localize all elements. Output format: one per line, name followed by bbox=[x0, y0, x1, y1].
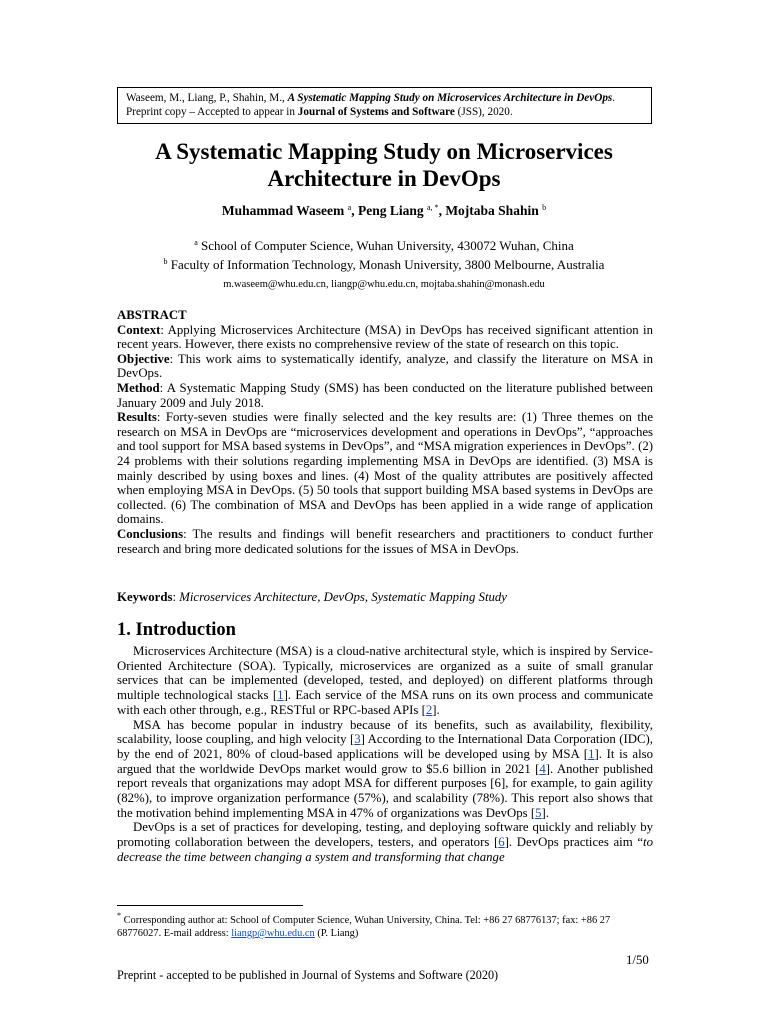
author-name: Peng Liang bbox=[357, 203, 427, 218]
email-link[interactable]: liangp@whu.edu.cn bbox=[231, 928, 315, 939]
footnote: * Corresponding author at: School of Computer Science, Wuhan University, China. Tel: +86 27 68776137; fax: +86 27 68776027. E-mail address: liangp@whu.edu.cn (P. Liang) bbox=[117, 911, 611, 939]
citation-link[interactable]: 5 bbox=[535, 805, 542, 820]
citation-link[interactable]: 6 bbox=[498, 835, 505, 850]
keywords: Keywords: Microservices Architecture, DevOps, Systematic Mapping Study bbox=[117, 590, 507, 604]
citation-link[interactable]: 1 bbox=[588, 746, 595, 761]
paper-title: A Systematic Mapping Study on Microservices Architecture in DevOps bbox=[155, 139, 613, 191]
intro-paragraph: Microservices Architecture (MSA) is a cloud-native architectural style, which is inspired by Service-Oriented Architecture (SOA). Typically, microservices are organized as a suite of small granular services that can be implemented (developed, tested, and deployed) on different platforms through multiple technological stacks [1]. Each service of the MSA runs on its own process and communicate with each other through, e.g., RESTful or RPC-based APIs [2]. bbox=[117, 644, 654, 717]
preprint-line: Preprint copy – Accepted to appear in Journal of Systems and Software (JSS), 2020. bbox=[126, 106, 513, 118]
citation-link[interactable]: 1 bbox=[277, 688, 284, 703]
section-heading-introduction: 1. Introduction bbox=[117, 620, 236, 640]
journal-name: Journal of Systems and Software bbox=[297, 106, 455, 118]
citation-title: A Systematic Mapping Study on Microservices Architecture in DevOps bbox=[287, 92, 613, 104]
intro-paragraph: DevOps is a set of practices for developing, testing, and deploying software quickly and reliably by promoting collaboration between the developers, testers, and operators [6]. DevOps practices aim “to decrease the time between changing a system and transforming that change bbox=[117, 820, 653, 864]
author-emails: m.waseem@whu.edu.cn, liangp@whu.edu.cn, mojtaba.shahin@monash.edu bbox=[223, 279, 545, 290]
abstract-heading: ABSTRACT bbox=[117, 308, 187, 322]
author-list: Muhammad Waseem $^a$, Peng Liang $^{a, *}$, Mojtaba Shahin $^b$ bbox=[221, 203, 547, 218]
abstract-objective: Objective: This work aims to systematically identify, analyze, and classify the literature on MSA in DevOps. bbox=[117, 351, 653, 381]
abstract-conclusions: Conclusions: The results and findings will benefit researchers and practitioners to conduct further research and bring more dedicated solutions for the issues of MSA in DevOps. bbox=[117, 526, 653, 556]
affiliation-a: $^a$ School of Computer Science, Wuhan University, 430072 Wuhan, China bbox=[194, 238, 574, 253]
affiliation-b: $^b$ Faculty of Information Technology, Monash University, 3800 Melbourne, Australia bbox=[163, 257, 605, 272]
preprint-footer: Preprint - accepted to be published in Journal of Systems and Software (2020) bbox=[117, 968, 499, 982]
author-name: Muhammad Waseem bbox=[221, 203, 348, 218]
citation-link[interactable]: 2 bbox=[425, 702, 433, 717]
abstract-method: Method: A Systematic Mapping Study (SMS) has been conducted on the literature published between January 2009 and July 2018. bbox=[117, 380, 653, 410]
author-name: Mojtaba Shahin bbox=[445, 203, 543, 218]
abstract-context: Context: Applying Microservices Architecture (MSA) in DevOps has received significant attention in recent years. However, there exists no comprehensive review of the state of research on this topic. bbox=[117, 322, 653, 352]
citation-link[interactable]: 3 bbox=[354, 732, 361, 747]
abstract bbox=[117, 308, 653, 556]
footnote-divider bbox=[117, 905, 303, 906]
page-number: 1/50 bbox=[626, 953, 649, 967]
citation-line: Waseem, M., Liang, P., Shahin, M., A Systematic Mapping Study on Microservices Architecture in DevOps. bbox=[126, 92, 616, 104]
affiliations bbox=[0, 235, 768, 273]
citation-link[interactable]: 4 bbox=[539, 761, 546, 776]
citation-notice-box bbox=[117, 87, 652, 124]
introduction-body bbox=[117, 644, 653, 865]
abstract-results: Results: Forty-seven studies were finally selected and the key results are: (1) Three themes on the research on MSA in DevOps are “microservices development and operations in DevOps”, “approaches and tool support for MSA based systems in DevOps”, and “MSA migration experiences in DevOps”. (2) 24 problems with their solutions regarding implementing MSA in DevOps are identified. (3) MSA is mainly described by using boxes and lines. (4) Most of the quality attributes are positively affected when employing MSA in DevOps. (5) 50 tools that support building MSA based systems in DevOps are collected. (6) The combination of MSA and DevOps has been applied in a wide range of application domains. bbox=[117, 410, 653, 527]
intro-paragraph: MSA has become popular in industry because of its benefits, such as availability, flexibility, scalability, loose coupling, and high velocity [3] According to the International Data Corporation (IDC), by the end of 2021, 80% of cloud-based applications will be developed using by MSA [1]. It is also argued that the worldwide DevOps market would grow to $5.6 billion in 2021 [4]. Another published report reveals that organizations may adopt MSA for different purposes [6], for example, to gain agility (82%), to improve organization performance (57%), and scalability (78%). This report also shows that the motivation behind implementing MSA in 47% of organizations was DevOps [5]. bbox=[117, 717, 653, 820]
